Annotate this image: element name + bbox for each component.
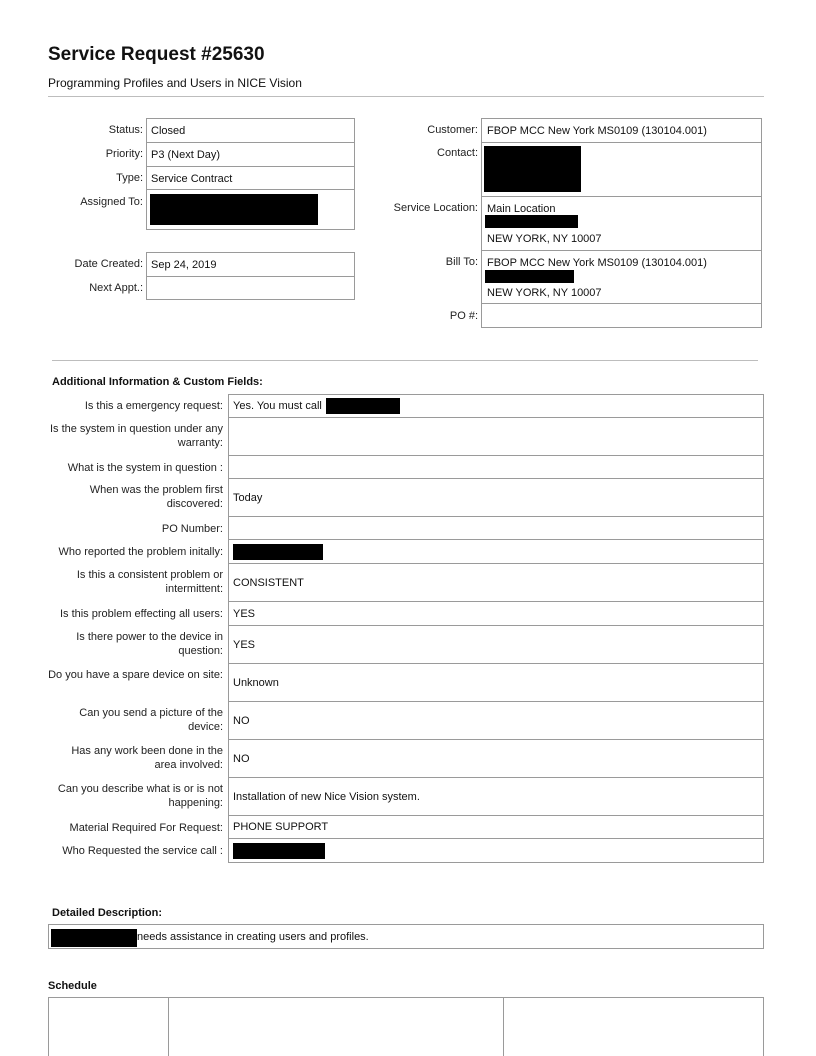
- custom-field-answer: [228, 626, 764, 664]
- custom-field-row: [48, 664, 764, 702]
- custom-field-row: [48, 456, 764, 479]
- custom-field-answer-text: Today: [233, 491, 263, 504]
- custom-field-row: [48, 778, 764, 816]
- custom-field-question: Do you have a spare device on site:: [48, 669, 223, 681]
- custom-field-row: [48, 394, 764, 418]
- description-text: needs assistance in creating users and profiles.: [137, 931, 369, 943]
- service-location-redaction: [485, 215, 578, 228]
- divider: [481, 250, 762, 251]
- custom-field-row: [48, 702, 764, 740]
- custom-field-question: Who reported the problem initally:: [58, 546, 223, 558]
- description-redaction: [51, 929, 137, 947]
- bill-to-name: FBOP MCC New York MS0109 (130104.001): [487, 257, 707, 269]
- custom-field-question: Is this problem effecting all users:: [59, 608, 223, 620]
- contact-label: Contact:: [437, 147, 478, 159]
- page-title: Service Request #25630: [48, 44, 265, 65]
- bill-to-city: NEW YORK, NY 10007: [487, 287, 602, 299]
- custom-field-row: [48, 839, 764, 863]
- divider: [481, 142, 762, 143]
- bill-to-redaction: [485, 270, 574, 283]
- custom-field-answer-text: CONSISTENT: [233, 576, 304, 589]
- custom-fields-title: Additional Information & Custom Fields:: [52, 376, 263, 388]
- custom-field-answer-text: YES: [233, 607, 256, 620]
- custom-field-row: [48, 740, 764, 778]
- custom-field-answer-text: PHONE SUPPORT: [233, 821, 329, 833]
- custom-field-question: Who Requested the service call :: [62, 845, 223, 857]
- answer-redaction: [233, 843, 325, 859]
- custom-field-question: Is the system in question under any warranty:: [49, 423, 223, 449]
- schedule-title: Schedule: [48, 980, 97, 992]
- custom-fields-table: [48, 394, 764, 863]
- custom-field-answer-text: Yes. You must call: [233, 400, 322, 412]
- date-created-label: Date Created:: [74, 258, 143, 270]
- custom-field-question: Has any work been done in the area involved:: [71, 745, 223, 771]
- next-appt-label: Next Appt.:: [89, 282, 143, 294]
- schedule-table: [48, 997, 764, 1056]
- custom-field-answer: [228, 517, 764, 540]
- custom-field-row: [48, 479, 764, 517]
- schedule-column-divider: [168, 997, 169, 1056]
- status-label: Status:: [108, 124, 143, 136]
- custom-field-answer: [228, 394, 764, 418]
- custom-field-row: [48, 540, 764, 564]
- custom-field-answer: [228, 702, 764, 740]
- custom-field-answer: [228, 602, 764, 626]
- status-value: Closed: [151, 125, 186, 137]
- service-location-label: Service Location:: [393, 202, 478, 214]
- date-created-value: Sep 24, 2019: [151, 259, 217, 271]
- assigned-to-label: Assigned To:: [80, 196, 143, 208]
- type-label: Type:: [116, 172, 143, 184]
- po-label: PO #:: [449, 310, 478, 322]
- custom-field-row: [48, 564, 764, 602]
- divider: [146, 166, 355, 167]
- custom-field-question: PO Number:: [161, 523, 223, 535]
- description-title: Detailed Description:: [52, 907, 163, 919]
- custom-field-answer-text: NO: [233, 714, 250, 727]
- custom-field-answer-text: NO: [233, 752, 250, 765]
- page-subtitle: Programming Profiles and Users in NICE Vision: [48, 76, 302, 90]
- header-divider: [48, 96, 764, 97]
- contact-redaction: [484, 146, 581, 192]
- custom-field-answer: [228, 778, 764, 816]
- divider: [146, 276, 355, 277]
- custom-field-answer-text: Installation of new Nice Vision system.: [233, 790, 420, 803]
- custom-field-answer-text: YES: [233, 638, 256, 651]
- custom-field-question: Material Required For Request:: [69, 822, 223, 834]
- custom-field-answer-text: Unknown: [233, 676, 279, 689]
- custom-field-answer: [228, 664, 764, 702]
- custom-field-row: [48, 626, 764, 664]
- customer-value: FBOP MCC New York MS0109 (130104.001): [487, 125, 707, 137]
- custom-field-question: What is the system in question :: [67, 462, 223, 474]
- custom-field-answer: [228, 479, 764, 517]
- answer-redaction: [233, 544, 323, 560]
- custom-field-answer: [228, 740, 764, 778]
- custom-field-row: [48, 517, 764, 540]
- divider: [481, 196, 762, 197]
- answer-redaction: [326, 398, 400, 414]
- custom-field-row: [48, 816, 764, 839]
- custom-field-answer: [228, 540, 764, 564]
- section-divider: [52, 360, 758, 361]
- assigned-to-redaction: [150, 194, 318, 225]
- divider: [146, 142, 355, 143]
- custom-field-row: [48, 418, 764, 456]
- custom-field-row: [48, 602, 764, 626]
- schedule-column-divider: [503, 997, 504, 1056]
- custom-field-question: Is this a consistent problem or intermittent:: [76, 569, 223, 595]
- priority-label: Priority:: [105, 148, 143, 160]
- custom-field-answer: [228, 816, 764, 839]
- divider: [146, 189, 355, 190]
- service-location-city: NEW YORK, NY 10007: [487, 233, 602, 245]
- bill-to-label: Bill To:: [445, 256, 478, 268]
- divider: [481, 303, 762, 304]
- service-location-name: Main Location: [487, 203, 556, 215]
- customer-label: Customer:: [427, 124, 478, 136]
- custom-field-question: Is there power to the device in question:: [76, 631, 223, 657]
- priority-value: P3 (Next Day): [151, 149, 221, 161]
- custom-field-question: Can you send a picture of the device:: [79, 707, 223, 733]
- custom-field-answer: [228, 456, 764, 479]
- custom-field-answer: [228, 839, 764, 863]
- custom-field-question: Can you describe what is or is not happening:: [57, 783, 223, 809]
- custom-field-question: Is this a emergency request:: [84, 400, 223, 412]
- custom-field-question: When was the problem first discovered:: [89, 484, 223, 510]
- type-value: Service Contract: [151, 173, 233, 185]
- custom-field-answer: [228, 564, 764, 602]
- custom-field-answer: [228, 418, 764, 456]
